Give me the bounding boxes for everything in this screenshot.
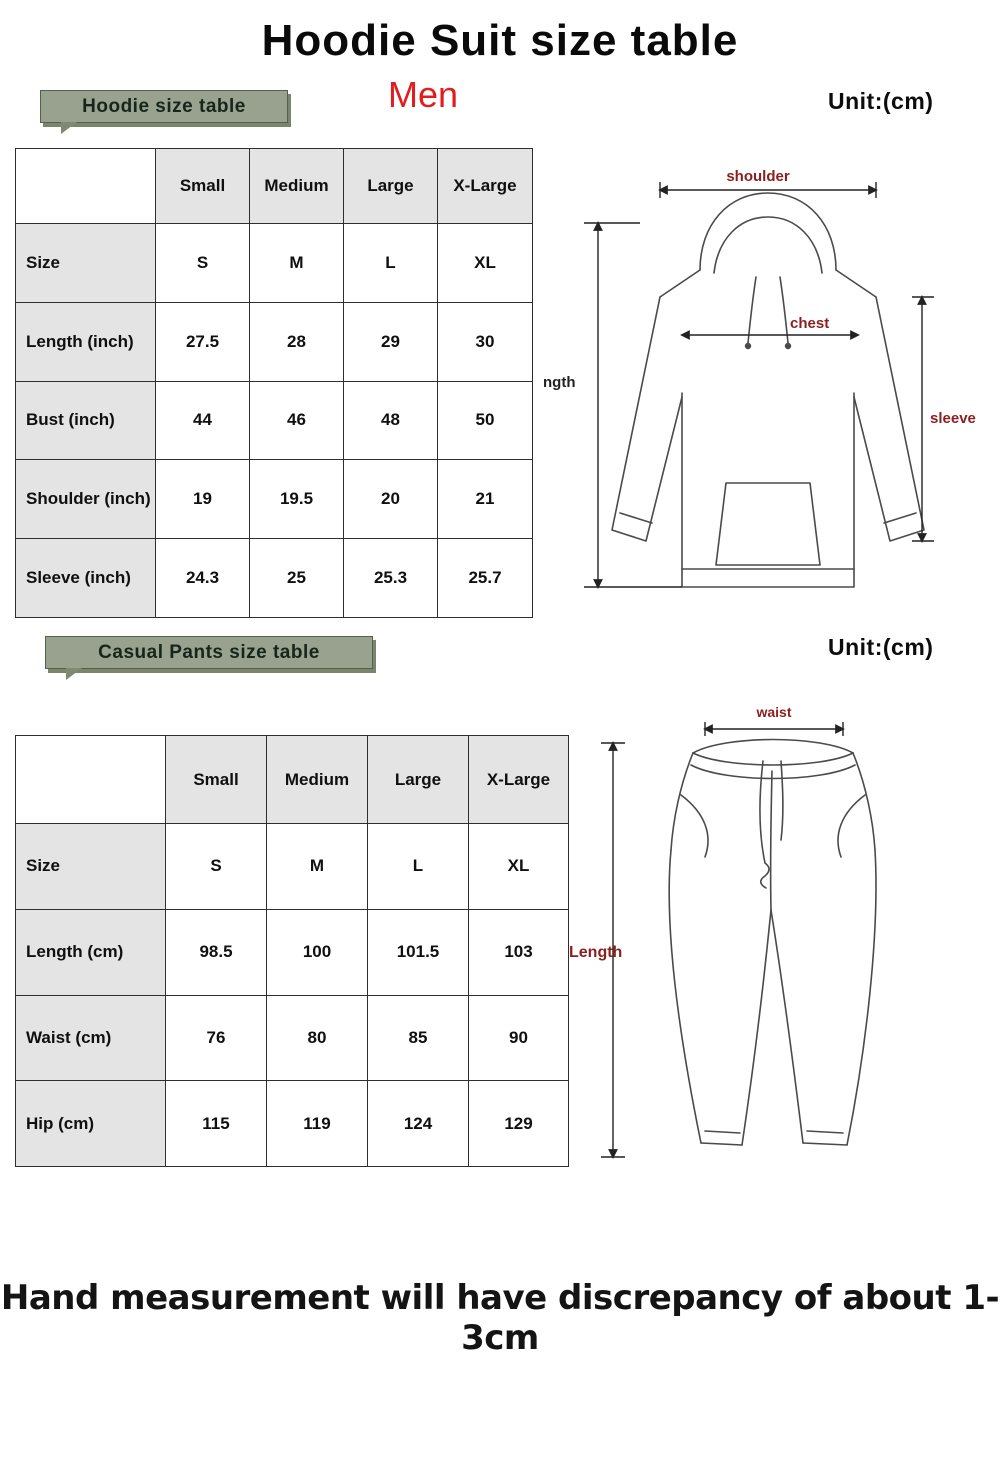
- value-cell: 80: [267, 995, 368, 1081]
- row-label-cell: Shoulder (inch): [16, 460, 156, 539]
- value-cell: 119: [267, 1081, 368, 1167]
- table-row: [16, 539, 533, 618]
- value-cell: 100: [267, 909, 368, 995]
- row-label-cell: Size: [16, 824, 166, 910]
- length-label: ngth: [543, 374, 576, 391]
- value-cell: L: [344, 224, 438, 303]
- table-row: [16, 224, 533, 303]
- pants-diagram: [565, 695, 995, 1185]
- value-cell: M: [250, 224, 344, 303]
- table-row: [16, 460, 533, 539]
- header-cell-xlarge: X-Large: [469, 736, 569, 824]
- shoulder-label: shoulder: [726, 168, 790, 185]
- value-cell: 28: [250, 302, 344, 381]
- row-label-cell: Length (cm): [16, 909, 166, 995]
- value-cell: 25: [250, 539, 344, 618]
- pants-outline: [669, 740, 876, 1146]
- value-cell: 27.5: [156, 302, 250, 381]
- waist-label: waist: [756, 704, 792, 720]
- table-row: [16, 381, 533, 460]
- page-title: Hoodie Suit size table: [261, 16, 739, 65]
- hoodie-size-table-container: [15, 148, 532, 618]
- row-label-cell: Hip (cm): [16, 1081, 166, 1167]
- hoodie-outline: [612, 193, 924, 587]
- measurement-arrows: [601, 722, 843, 1157]
- value-cell: 76: [166, 995, 267, 1081]
- header-row: [16, 149, 533, 224]
- value-cell: 129: [469, 1081, 569, 1167]
- header-cell-medium: Medium: [250, 149, 344, 224]
- corner-cell: [16, 149, 156, 224]
- value-cell: 115: [166, 1081, 267, 1167]
- value-cell: 48: [344, 381, 438, 460]
- pants-size-table: [15, 735, 569, 1167]
- value-cell: 44: [156, 381, 250, 460]
- pants-section-label: Casual Pants size table: [98, 641, 320, 663]
- pants-section-ribbon: [45, 636, 373, 669]
- value-cell: 103: [469, 909, 569, 995]
- value-cell: 19: [156, 460, 250, 539]
- value-cell: S: [156, 224, 250, 303]
- header-cell-xlarge: X-Large: [438, 149, 533, 224]
- hoodie-diagram: [540, 135, 995, 625]
- header-cell-medium: Medium: [267, 736, 368, 824]
- value-cell: L: [368, 824, 469, 910]
- corner-cell: [16, 736, 166, 824]
- header-cell-large: Large: [368, 736, 469, 824]
- value-cell: 46: [250, 381, 344, 460]
- value-cell: XL: [438, 224, 533, 303]
- row-label-cell: Length (inch): [16, 302, 156, 381]
- value-cell: 124: [368, 1081, 469, 1167]
- value-cell: 19.5: [250, 460, 344, 539]
- table-row: [16, 995, 569, 1081]
- value-cell: 30: [438, 302, 533, 381]
- value-cell: 20: [344, 460, 438, 539]
- pants-size-table-container: [15, 735, 568, 1167]
- hoodie-section-ribbon: [40, 90, 288, 123]
- value-cell: XL: [469, 824, 569, 910]
- header-row: [16, 736, 569, 824]
- value-cell: 98.5: [166, 909, 267, 995]
- header-cell-large: Large: [344, 149, 438, 224]
- pants-unit-label: Unit:(cm): [828, 634, 934, 660]
- row-label-cell: Size: [16, 224, 156, 303]
- value-cell: 25.7: [438, 539, 533, 618]
- row-label-cell: Sleeve (inch): [16, 539, 156, 618]
- header-cell-small: Small: [166, 736, 267, 824]
- value-cell: 29: [344, 302, 438, 381]
- value-cell: 90: [469, 995, 569, 1081]
- value-cell: M: [267, 824, 368, 910]
- chest-label: chest: [790, 315, 830, 332]
- measurement-arrows: [584, 182, 934, 587]
- table-row: [16, 909, 569, 995]
- length-label: Length: [569, 944, 623, 961]
- hoodie-unit-label: Unit:(cm): [828, 88, 934, 114]
- value-cell: 85: [368, 995, 469, 1081]
- table-row: [16, 1081, 569, 1167]
- row-label-cell: Bust (inch): [16, 381, 156, 460]
- value-cell: 21: [438, 460, 533, 539]
- hoodie-size-table: [15, 148, 533, 618]
- sleeve-label: sleeve: [930, 410, 976, 427]
- value-cell: 101.5: [368, 909, 469, 995]
- value-cell: S: [166, 824, 267, 910]
- value-cell: 24.3: [156, 539, 250, 618]
- measurement-disclaimer: Hand measurement will have discrepancy of about 1-3cm: [0, 1278, 1000, 1358]
- row-label-cell: Waist (cm): [16, 995, 166, 1081]
- header-cell-small: Small: [156, 149, 250, 224]
- value-cell: 50: [438, 381, 533, 460]
- table-row: [16, 824, 569, 910]
- hoodie-section-label: Hoodie size table: [82, 95, 246, 117]
- table-row: [16, 302, 533, 381]
- value-cell: 25.3: [344, 539, 438, 618]
- gender-label: Men: [388, 74, 459, 115]
